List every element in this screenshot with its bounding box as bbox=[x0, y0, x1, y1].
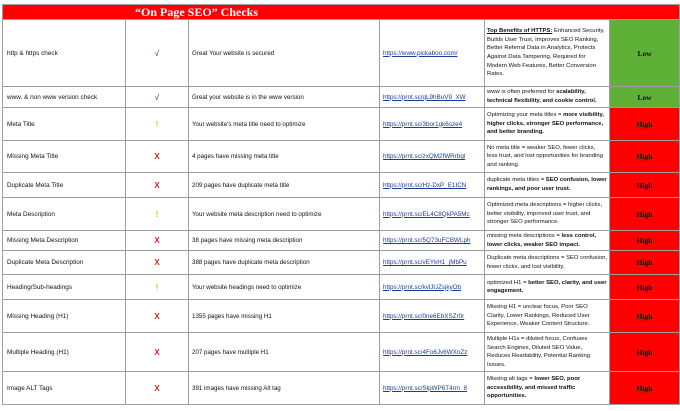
issue-cell bbox=[189, 141, 380, 173]
issue-text: 1355 pages have missing H1 bbox=[192, 312, 272, 320]
table-row bbox=[3, 108, 680, 141]
issue-text: 38 pages have missing meta description bbox=[192, 237, 303, 245]
table-row bbox=[3, 300, 680, 333]
priority-cell bbox=[610, 372, 680, 405]
note-cell bbox=[485, 251, 610, 275]
screenshot-link[interactable]: https://prnt.sc/zxQM2fWRrbgl bbox=[383, 153, 466, 160]
status-mark-cell bbox=[126, 251, 189, 275]
check-name-cell bbox=[3, 198, 126, 231]
note-text: Multiple H1s = diluted focus, Confuses Search Engines, Diluted SEO Value, Reduces Readability, Potential Ranking Issues. bbox=[487, 336, 591, 368]
status-mark-cell bbox=[126, 173, 189, 198]
priority-cell bbox=[610, 300, 680, 333]
note-text: Missing H1 = unclear focus, Poor SEO Clarity, Lower Rankings, Reduced User Experience, Weaker Content Structure. bbox=[487, 304, 590, 328]
screenshot-link[interactable]: https://prnt.sc/0ne6EbXSZr0r bbox=[383, 312, 465, 320]
issue-text: 391 images have missing Alt tag bbox=[192, 384, 281, 392]
issue-cell bbox=[189, 372, 380, 405]
table-row bbox=[3, 251, 680, 275]
check-mark-icon: √ bbox=[154, 92, 160, 102]
issue-cell bbox=[189, 251, 380, 275]
issue-cell bbox=[189, 300, 380, 333]
note-cell bbox=[485, 198, 610, 231]
priority-badge: Low bbox=[637, 92, 652, 102]
check-name: http & https check bbox=[7, 49, 58, 57]
table-row bbox=[3, 198, 680, 231]
screenshot-link-cell bbox=[380, 275, 485, 300]
cross-icon: X bbox=[154, 311, 160, 321]
priority-badge: High bbox=[636, 236, 653, 246]
check-name: Meta Description bbox=[7, 210, 55, 218]
screenshot-link[interactable]: https://prnt.sc/qL9hBuV9_XW bbox=[383, 93, 466, 101]
issue-cell bbox=[189, 231, 380, 251]
check-name: Duplicate Meta Title bbox=[7, 181, 64, 189]
issue-cell bbox=[189, 173, 380, 198]
check-name-cell bbox=[3, 333, 126, 372]
priority-badge: High bbox=[636, 209, 653, 219]
issue-text: Great Your website is secured bbox=[192, 49, 275, 57]
cross-icon: X bbox=[154, 347, 160, 357]
priority-cell bbox=[610, 231, 680, 251]
screenshot-link-cell bbox=[380, 372, 485, 405]
screenshot-link[interactable]: https://prnt.sc/SlpWP6T4rm_8 bbox=[383, 384, 467, 392]
check-name: Meta Title bbox=[7, 120, 35, 128]
status-mark-cell bbox=[126, 141, 189, 173]
priority-badge: High bbox=[636, 152, 653, 161]
screenshot-link-cell bbox=[380, 108, 485, 141]
priority-badge: Low bbox=[637, 48, 652, 58]
check-name: Image ALT Tags bbox=[7, 384, 53, 392]
check-name-cell bbox=[3, 108, 126, 141]
seo-checks-table bbox=[2, 4, 680, 405]
status-mark-cell bbox=[126, 300, 189, 333]
status-mark-cell bbox=[126, 333, 189, 372]
sheet-title: “On Page SEO” Checks bbox=[135, 5, 259, 19]
check-name-cell bbox=[3, 275, 126, 300]
priority-cell bbox=[610, 87, 680, 108]
table-row bbox=[3, 20, 680, 87]
table-row bbox=[3, 372, 680, 405]
cross-icon: X bbox=[154, 152, 160, 161]
screenshot-link-cell bbox=[380, 251, 485, 275]
priority-badge: High bbox=[636, 258, 653, 268]
issue-cell bbox=[189, 20, 380, 87]
check-name: Duplicate Meta Description bbox=[7, 259, 84, 267]
note-cell bbox=[485, 87, 610, 108]
table-row bbox=[3, 231, 680, 251]
screenshot-link[interactable]: https://prnt.sc/vEYkH1_jMbPu bbox=[383, 259, 467, 267]
warning-icon: ! bbox=[155, 119, 159, 129]
note-text: www is often preferred for bbox=[487, 89, 557, 96]
issue-cell bbox=[189, 108, 380, 141]
check-mark-icon: √ bbox=[154, 48, 160, 58]
check-name-cell bbox=[3, 173, 126, 198]
priority-badge: High bbox=[636, 282, 653, 292]
note-text: No meta title = weaker SEO, fewer clicks, less trust, and lost opportunities for branding and ranking. bbox=[487, 144, 603, 168]
check-name: Multiple Heading (H1) bbox=[7, 348, 69, 356]
priority-cell bbox=[610, 141, 680, 173]
note-text: Duplicate meta descriptions = SEO confusion, fewer clicks, and lost visibility. bbox=[487, 255, 608, 270]
issue-cell bbox=[189, 275, 380, 300]
check-name: Missing Meta Description bbox=[7, 237, 79, 245]
table-row bbox=[3, 333, 680, 372]
check-name: Missing Meta Title bbox=[7, 153, 59, 160]
priority-badge: High bbox=[636, 383, 653, 393]
screenshot-link[interactable]: https://www.pickaboo.com/ bbox=[383, 49, 458, 57]
note-heading: Top Benefits of HTTPS: bbox=[487, 28, 553, 35]
priority-badge: High bbox=[636, 311, 653, 321]
issue-cell bbox=[189, 87, 380, 108]
screenshot-link-cell bbox=[380, 300, 485, 333]
check-name: Missing Heading (H1) bbox=[7, 312, 69, 320]
screenshot-link-cell bbox=[380, 141, 485, 173]
screenshot-link[interactable]: https://prnt.sc/3bor1gk6sze4 bbox=[383, 120, 463, 128]
screenshot-link[interactable]: https://prnt.sc/5Q73uFCBWLph bbox=[383, 237, 471, 245]
screenshot-link[interactable]: https://prnt.sc/kvlJUZsjkyOb bbox=[383, 283, 462, 291]
issue-cell bbox=[189, 333, 380, 372]
note-cell bbox=[485, 231, 610, 251]
cross-icon: X bbox=[154, 180, 160, 190]
priority-badge: High bbox=[636, 347, 653, 357]
status-mark-cell bbox=[126, 108, 189, 141]
issue-text: Your website's meta title need to optimize bbox=[192, 120, 306, 128]
check-name-cell bbox=[3, 300, 126, 333]
note-emphasis: more visibility, higher clicks, stronger SEO performance, and better branding. bbox=[487, 112, 604, 136]
check-name-cell bbox=[3, 231, 126, 251]
check-name-cell bbox=[3, 251, 126, 275]
check-name: Heading/Sub-headings bbox=[7, 283, 73, 291]
issue-text: 388 pages have duplicate meta description bbox=[192, 259, 310, 267]
issue-text: Great your website is in the www version bbox=[192, 93, 304, 101]
note-cell bbox=[485, 275, 610, 300]
status-mark-cell bbox=[126, 198, 189, 231]
note-cell bbox=[485, 141, 610, 173]
table-row bbox=[3, 173, 680, 198]
note-cell bbox=[485, 333, 610, 372]
priority-cell bbox=[610, 108, 680, 141]
priority-badge: High bbox=[636, 180, 653, 190]
note-text: Optimized meta descriptions = higher clicks, better visibility, improved user trust, and stronger SEO performance. bbox=[487, 202, 603, 226]
title-cell bbox=[3, 5, 680, 20]
note-emphasis: scalability, technical flexibility, and cookie control. bbox=[487, 89, 597, 104]
check-name-cell bbox=[3, 20, 126, 87]
priority-cell bbox=[610, 173, 680, 198]
note-emphasis: less control, lower clicks, weaker SEO impact. bbox=[487, 233, 597, 248]
screenshot-link-cell bbox=[380, 20, 485, 87]
note-text: duplicate meta titles = bbox=[487, 177, 546, 184]
warning-icon: ! bbox=[155, 282, 159, 292]
screenshot-link-cell bbox=[380, 173, 485, 198]
note-emphasis: SEO confusion, lower rankings, and poor user trust. bbox=[487, 177, 607, 192]
note-cell bbox=[485, 173, 610, 198]
status-mark-cell bbox=[126, 231, 189, 251]
check-name-cell bbox=[3, 372, 126, 405]
status-mark-cell bbox=[126, 275, 189, 300]
seo-checks-sheet bbox=[2, 4, 679, 405]
note-cell bbox=[485, 108, 610, 141]
status-mark-cell bbox=[126, 20, 189, 87]
check-name: www. & non www version check bbox=[7, 93, 98, 101]
cross-icon: X bbox=[154, 236, 160, 246]
note-text: optimized H1 = bbox=[487, 279, 529, 286]
priority-cell bbox=[610, 251, 680, 275]
screenshot-link[interactable]: https://prnt.sc/Hz-DxP_E1ICN bbox=[383, 181, 467, 189]
note-cell bbox=[485, 20, 610, 87]
issue-text: Your website meta description need to optimize bbox=[192, 210, 322, 218]
priority-cell bbox=[610, 20, 680, 87]
note-text: Missing alt tags = bbox=[487, 376, 535, 383]
table-row bbox=[3, 141, 680, 173]
note-cell bbox=[485, 372, 610, 405]
table-row bbox=[3, 87, 680, 108]
note-text: Optimizing your meta titles = bbox=[487, 112, 564, 119]
priority-badge: High bbox=[636, 119, 653, 129]
screenshot-link[interactable]: https://prnt.sc/EL4C8QkPA5Mc bbox=[383, 210, 470, 218]
note-text: missing meta descriptions = bbox=[487, 233, 562, 239]
screenshot-link[interactable]: https://prnt.sc/4Fo6Jv6WXnZz bbox=[383, 348, 468, 356]
title-row bbox=[3, 5, 680, 20]
check-name-cell bbox=[3, 87, 126, 108]
cross-icon: X bbox=[154, 258, 160, 268]
warning-icon: ! bbox=[155, 209, 159, 219]
cross-icon: X bbox=[154, 383, 160, 393]
status-mark-cell bbox=[126, 87, 189, 108]
priority-cell bbox=[610, 275, 680, 300]
issue-cell bbox=[189, 198, 380, 231]
screenshot-link-cell bbox=[380, 87, 485, 108]
screenshot-link-cell bbox=[380, 198, 485, 231]
table-row bbox=[3, 275, 680, 300]
screenshot-link-cell bbox=[380, 231, 485, 251]
issue-text: 209 pages have duplicate meta title bbox=[192, 181, 290, 189]
status-mark-cell bbox=[126, 372, 189, 405]
note-cell bbox=[485, 300, 610, 333]
issue-text: Your website headings need to optimize bbox=[192, 283, 302, 291]
screenshot-link-cell bbox=[380, 333, 485, 372]
note-emphasis: better SEO, clarity, and user engagement. bbox=[487, 279, 607, 295]
priority-cell bbox=[610, 198, 680, 231]
check-name-cell bbox=[3, 141, 126, 173]
note-emphasis: lower SEO, poor accessibility, and missed traffic opportunities. bbox=[487, 376, 581, 400]
priority-cell bbox=[610, 333, 680, 372]
issue-text: 4 pages have missing meta title bbox=[192, 153, 279, 160]
issue-text: 207 pages have multiple H1 bbox=[192, 348, 269, 356]
note-text: Enhanced Security, Builds User Trust, Improves SEO Ranking, Better Referral Data in Analytics, Protects Against Data Tampering, Required for Modern Web Features, Better Conversion Rates. bbox=[487, 28, 605, 78]
